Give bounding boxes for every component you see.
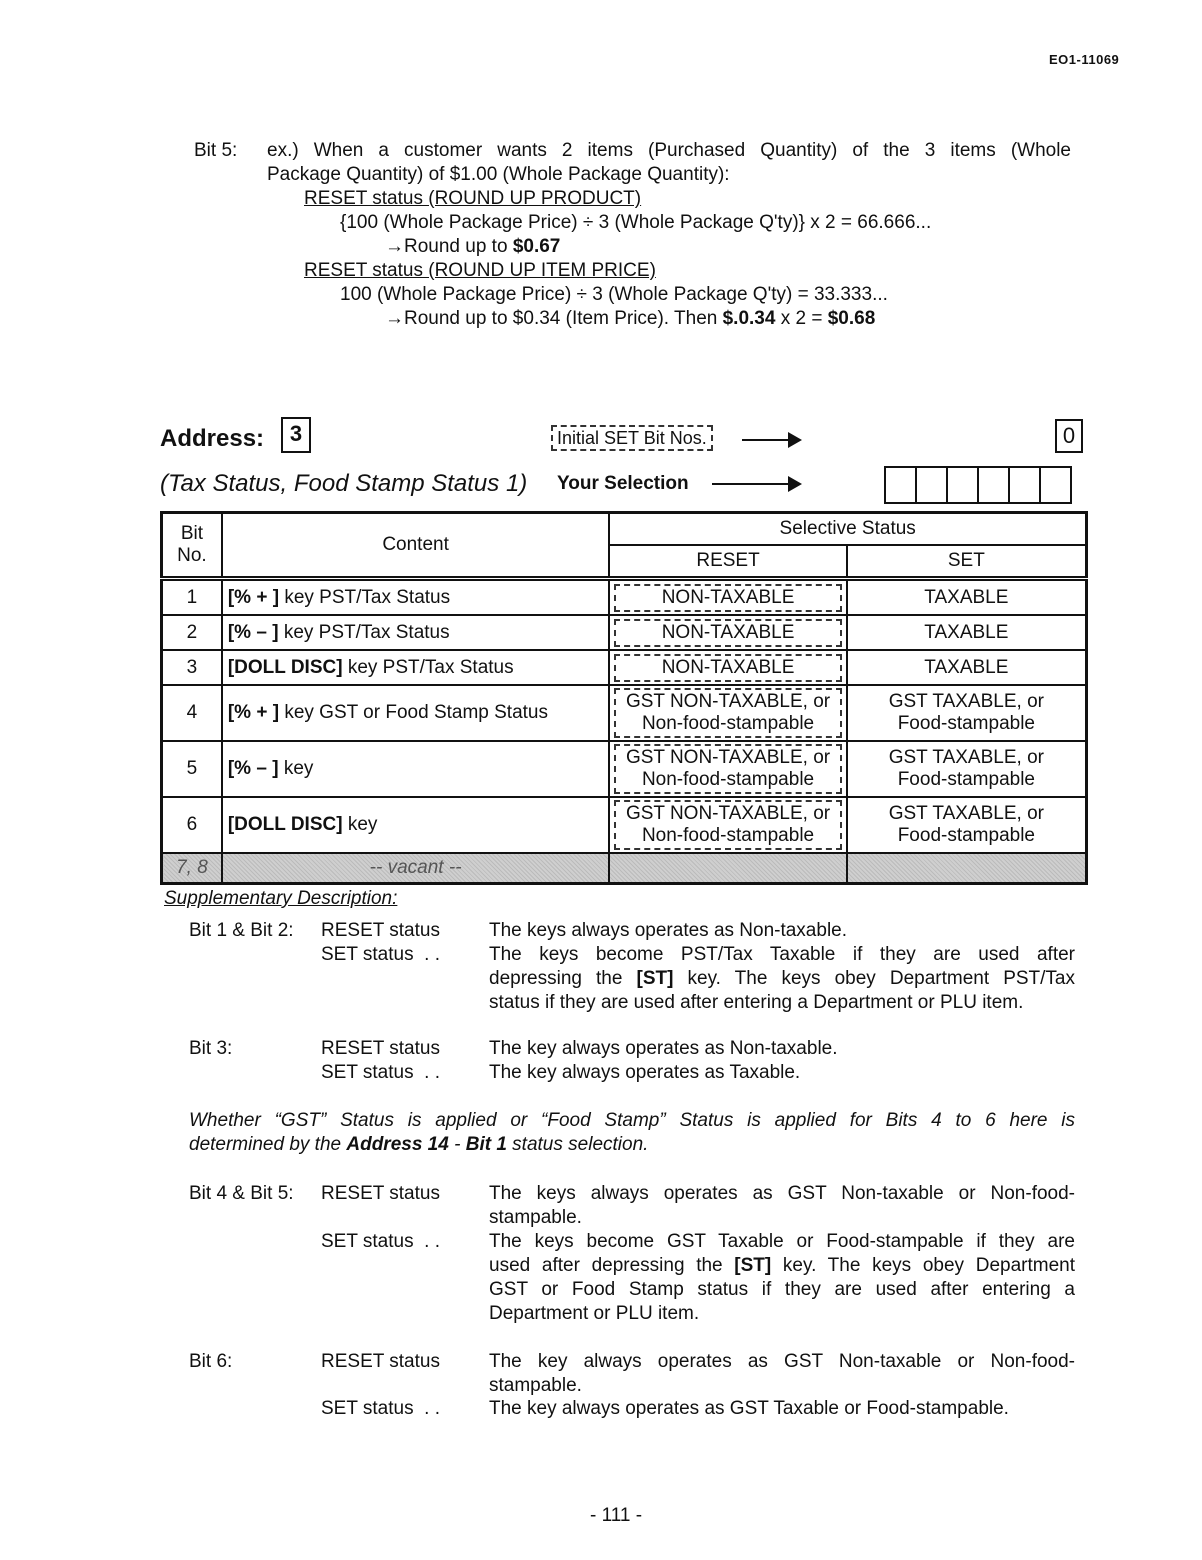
bit-content: [% + ] key PST/Tax Status (222, 579, 610, 616)
bit45-label: Bit 4 & Bit 5: (189, 1183, 294, 1204)
selection-box-6[interactable] (884, 466, 917, 504)
selection-box-2[interactable] (1008, 466, 1041, 504)
vacant-set (847, 853, 1087, 884)
vacant-row (162, 853, 1087, 884)
bit12-reset-label: RESET status (321, 920, 440, 941)
reset-item-heading: RESET status (ROUND UP ITEM PRICE) (304, 260, 656, 281)
bit-number: 1 (162, 579, 222, 616)
header-selective-status: Selective Status (609, 513, 1086, 546)
document-id: EO1-11069 (1049, 52, 1120, 67)
address-number-box: 3 (281, 417, 311, 453)
bit3-set-label: SET status . . (321, 1062, 440, 1083)
bit-content: [DOLL DISC] key (222, 797, 610, 853)
item-round-prefix: →Round up to $0.34 (Item Price). Then (385, 308, 723, 329)
header-bit-no: Bit No. (162, 513, 222, 579)
product-calc: {100 (Whole Package Price) ÷ 3 (Whole Package Q'ty)} x 2 = 66.666... (340, 212, 932, 233)
set-value: TAXABLE (847, 650, 1087, 685)
vacant-label: -- vacant -- (222, 853, 610, 884)
header-content: Content (222, 513, 610, 579)
bit-number: 3 (162, 650, 222, 685)
item-round (385, 307, 875, 331)
header-reset: RESET (609, 545, 846, 579)
address-label: Address: (160, 425, 265, 452)
table-row (162, 741, 1087, 797)
example-line-2: Package Quantity) of $1.00 (Whole Package Quantity): (267, 164, 730, 185)
bit45-set-label: SET status . . (321, 1231, 440, 1252)
arrow-right-icon (742, 439, 798, 441)
bit12-set-text: The keys become PST/Tax Taxable if they are used after depressing the [ST] key. The keys obey Department PST/Tax status if they are used after entering a Department or PLU item. (489, 944, 1075, 1013)
bit-content: [% + ] key GST or Food Stamp Status (222, 685, 610, 741)
example-line-1: ex.) When a customer wants 2 items (Purchased Quantity) of the 3 items (Whole (267, 140, 1071, 161)
reset-product-heading: RESET status (ROUND UP PRODUCT) (304, 188, 642, 209)
item-calc: 100 (Whole Package Price) ÷ 3 (Whole Package Q'ty) = 33.333... (340, 284, 888, 305)
selection-box-5[interactable] (915, 466, 948, 504)
reset-value: NON-TAXABLE (609, 615, 846, 650)
reset-value: GST NON-TAXABLE, or Non-food-stampable (609, 797, 846, 853)
table-row (162, 797, 1087, 853)
gst-food-stamp-note: Whether “GST” Status is applied or “Food Stamp” Status is applied for Bits 4 to 6 here is determined by the Address 14 - Bit 1 status selection. (189, 1110, 1075, 1155)
bit6-set-label: SET status . . (321, 1398, 440, 1419)
set-value: GST TAXABLE, or Food-stampable (847, 685, 1087, 741)
bit45-reset-text: The keys always operates as GST Non-taxable or Non-food- stampable. (489, 1183, 1075, 1228)
supplementary-title: Supplementary Description: (164, 888, 398, 909)
initial-set-bits-value: 0 (1055, 419, 1083, 453)
bit6-reset-text: The key always operates as GST Non-taxable or Non-food- stampable. (489, 1351, 1075, 1396)
reset-value: NON-TAXABLE (609, 650, 846, 685)
bit12-set-label: SET status . . (321, 944, 440, 965)
bit6-set-text: The key always operates as GST Taxable or Food-stampable. (489, 1398, 1009, 1419)
address-subtitle: (Tax Status, Food Stamp Status 1) (160, 470, 528, 497)
page-number: - 111 - (590, 1505, 643, 1526)
bit12-label: Bit 1 & Bit 2: (189, 920, 294, 941)
set-value: TAXABLE (847, 579, 1087, 616)
vacant-reset (609, 853, 846, 884)
selection-box-4[interactable] (946, 466, 979, 504)
table-row (162, 579, 1087, 616)
bit-number: 4 (162, 685, 222, 741)
product-round-value: $0.67 (512, 236, 561, 257)
set-value: TAXABLE (847, 615, 1087, 650)
bit3-reset-text: The key always operates as Non-taxable. (489, 1038, 838, 1059)
example-bit-label: Bit 5: (194, 140, 238, 161)
header-set: SET (847, 545, 1087, 579)
bit12-reset-text: The keys always operates as Non-taxable. (489, 920, 848, 941)
arrow-right-icon (712, 483, 798, 485)
item-round-then: $.0.34 (722, 308, 776, 329)
bit3-reset-label: RESET status (321, 1038, 440, 1059)
table-row (162, 650, 1087, 685)
reset-value: GST NON-TAXABLE, or Non-food-stampable (609, 741, 846, 797)
selection-boxes (884, 466, 1070, 504)
bit-status-table (160, 511, 1088, 885)
selection-box-1[interactable] (1039, 466, 1072, 504)
vacant-bits: 7, 8 (162, 853, 222, 884)
product-round (385, 235, 560, 259)
bit-content: [DOLL DISC] key PST/Tax Status (222, 650, 610, 685)
bit3-label: Bit 3: (189, 1038, 233, 1059)
bit45-reset-label: RESET status (321, 1183, 440, 1204)
bit6-reset-label: RESET status (321, 1351, 440, 1372)
bit-number: 5 (162, 741, 222, 797)
bit45-set-text: The keys become GST Taxable or Food-stampable if they are used after depressing the [ST] key. The keys obey Department GST or Food Stamp status if they are used after entering a Department or PLU item. (489, 1231, 1075, 1324)
table-row (162, 615, 1087, 650)
reset-value: NON-TAXABLE (609, 579, 846, 616)
selection-box-3[interactable] (977, 466, 1010, 504)
your-selection-label: Your Selection (557, 473, 689, 494)
item-round-mid: x 2 = (775, 308, 828, 329)
bit6-label: Bit 6: (189, 1351, 233, 1372)
item-round-value: $0.68 (827, 308, 876, 329)
product-round-prefix: →Round up to (385, 236, 513, 257)
bit-content: [% – ] key (222, 741, 610, 797)
reset-value: GST NON-TAXABLE, or Non-food-stampable (609, 685, 846, 741)
table-row (162, 685, 1087, 741)
bit3-set-text: The key always operates as Taxable. (489, 1062, 801, 1083)
bit-number: 2 (162, 615, 222, 650)
bit-number: 6 (162, 797, 222, 853)
bit-content: [% – ] key PST/Tax Status (222, 615, 610, 650)
set-value: GST TAXABLE, or Food-stampable (847, 797, 1087, 853)
initial-set-bits-label: Initial SET Bit Nos. (551, 425, 713, 451)
set-value: GST TAXABLE, or Food-stampable (847, 741, 1087, 797)
